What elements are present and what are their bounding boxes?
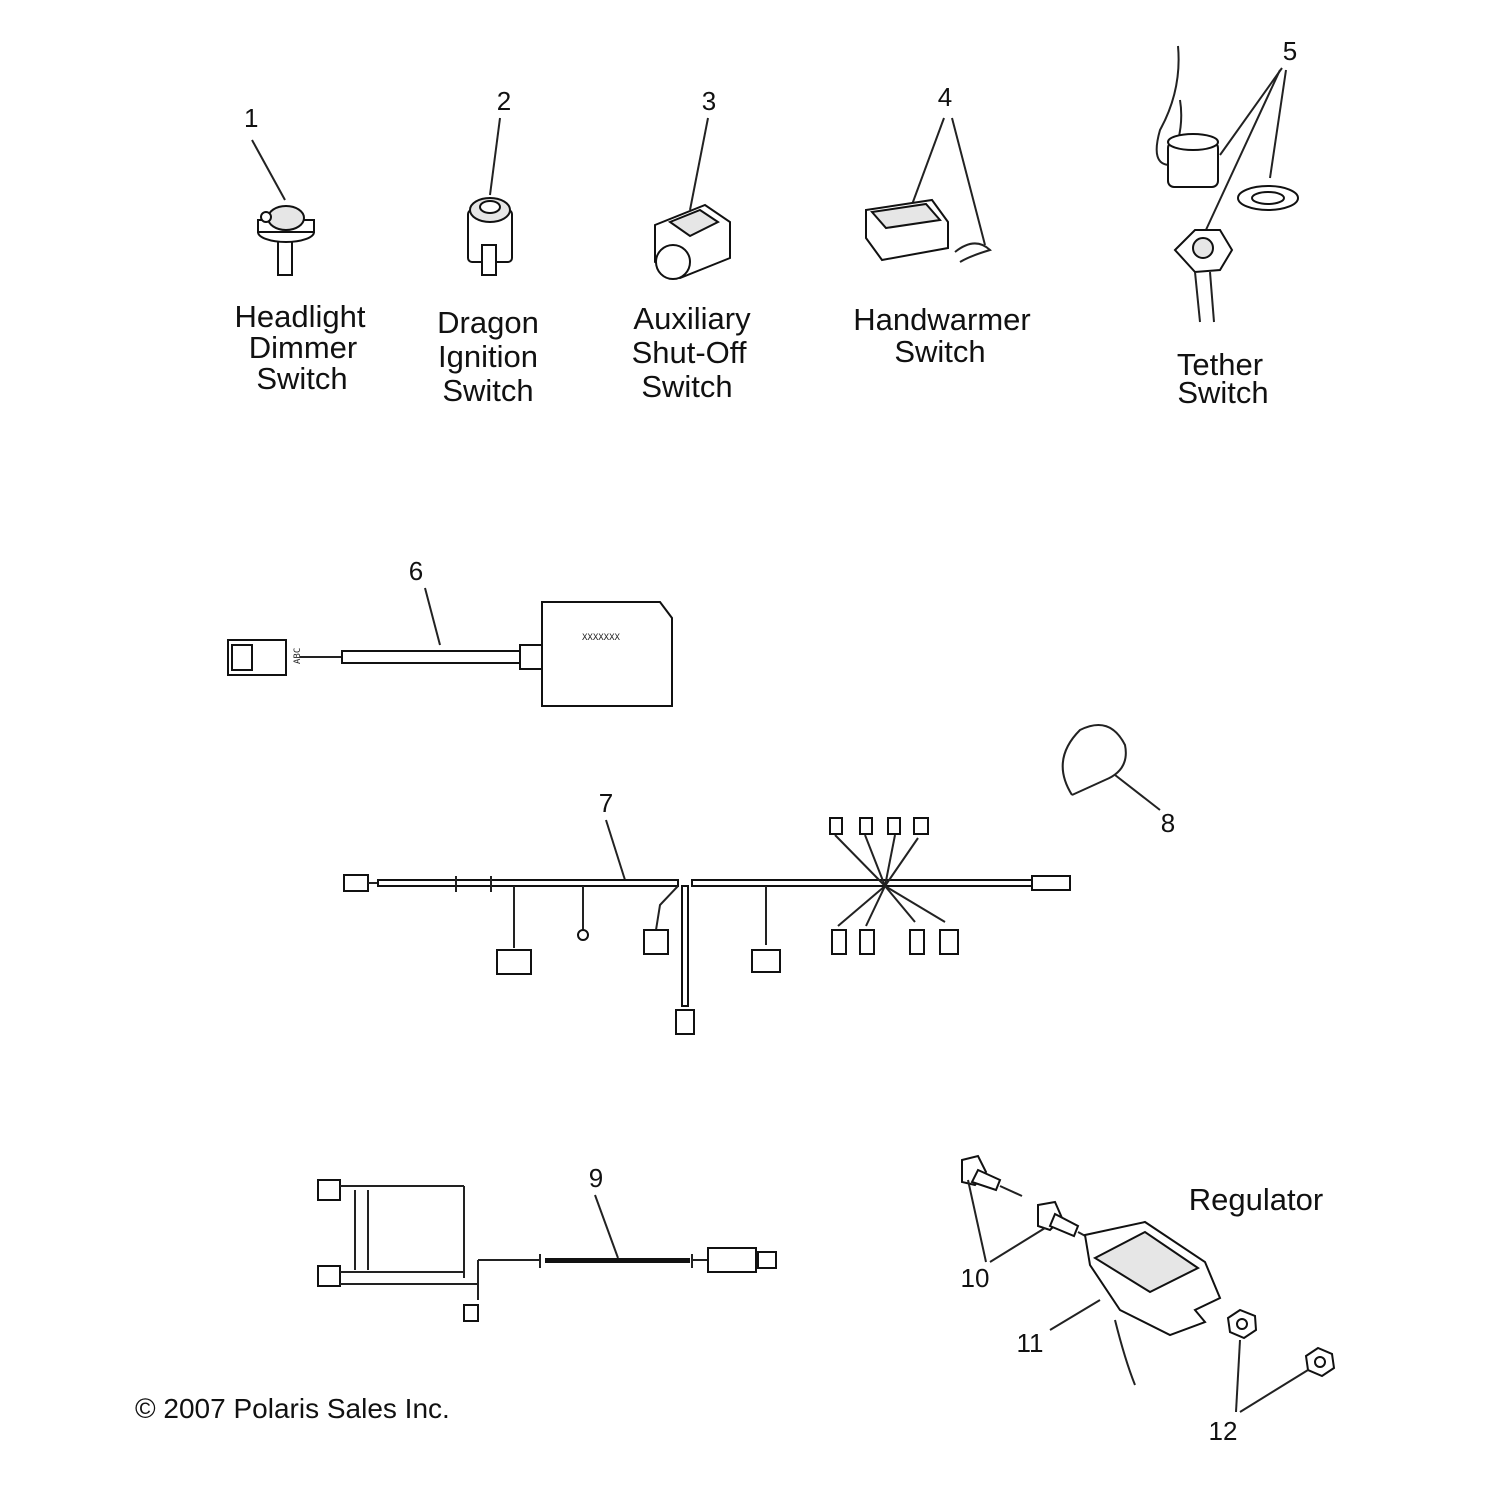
svg-text:Switch: Switch [256,361,348,396]
svg-text:XXXXXXX: XXXXXXX [582,633,620,643]
part-3-auxiliary-shutoff-switch [655,118,730,279]
callout-6: 6 [408,556,424,586]
callout-12: 12 [1208,1416,1238,1446]
part-2-dragon-ignition-switch [468,118,512,275]
part-11-regulator [1050,1222,1220,1385]
svg-text:Tether: Tether [1176,347,1264,382]
part-10-bolts [962,1156,1102,1262]
part-1-headlight-dimmer-switch [252,140,314,275]
callout-11: 11 [1016,1328,1044,1358]
caption-headlight-dimmer [235,299,366,396]
callout-4: 4 [937,82,953,112]
svg-text:Ignition: Ignition [438,339,538,374]
caption-dragon-ignition [437,305,539,408]
callout-3: 3 [701,86,717,116]
regulator-label: Regulator [1188,1182,1324,1217]
part-12-nuts [1228,1310,1334,1412]
svg-text:Shut-Off: Shut-Off [631,335,747,370]
svg-text:Switch: Switch [1177,375,1269,410]
svg-text:Handwarmer: Handwarmer [853,302,1031,337]
svg-text:Headlight: Headlight [234,299,366,334]
part-4-handwarmer-switch [866,118,990,262]
svg-text:Switch: Switch [442,373,534,408]
svg-text:Switch: Switch [641,369,733,404]
caption-handwarmer [853,302,1030,369]
callout-9: 9 [588,1163,604,1193]
svg-text:Auxiliary: Auxiliary [633,301,751,336]
callout-2: 2 [496,86,512,116]
callout-7: 7 [598,788,614,818]
svg-text:Switch: Switch [894,334,986,369]
callout-1: 1 [244,103,259,133]
svg-text:Dimmer: Dimmer [248,330,358,365]
callout-10: 10 [960,1263,990,1293]
part-5-tether-switch [1157,46,1298,322]
caption-auxiliary-shutoff [632,301,752,404]
part-6-module-lead [228,588,672,706]
svg-text:ABC: ABC [293,647,303,664]
callout-8: 8 [1160,808,1176,838]
part-7-main-harness [344,818,1070,1034]
part-8-cable-tie [1063,725,1160,810]
callout-5: 5 [1282,36,1298,66]
svg-text:Dragon: Dragon [437,305,539,340]
part-9-sub-harness [318,1180,776,1321]
caption-tether [1177,347,1269,410]
copyright-notice: © 2007 Polaris Sales Inc. [135,1393,450,1424]
